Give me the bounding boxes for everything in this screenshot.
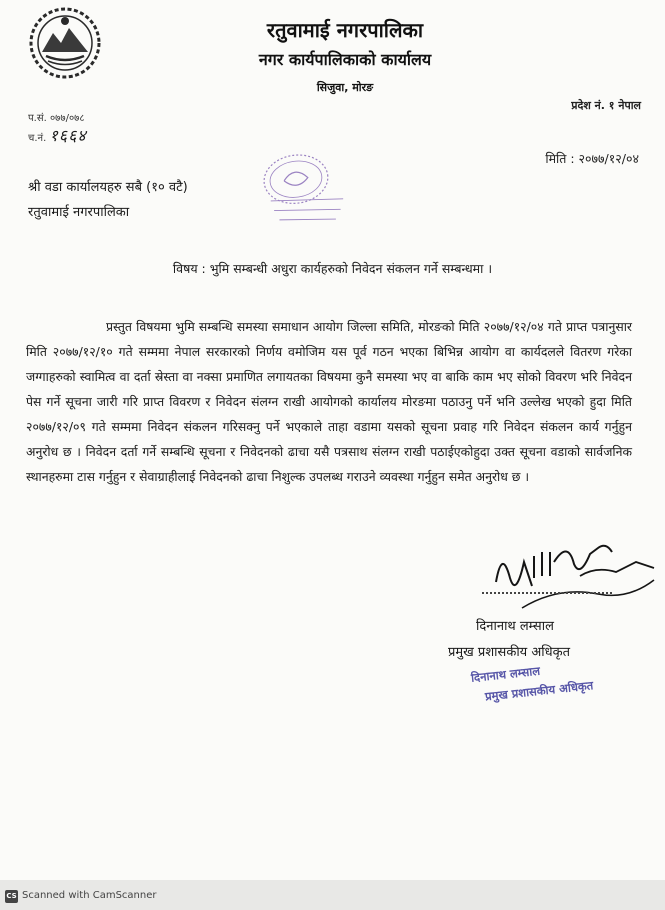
addressee-line-2: रतुवामाई नगरपालिका [28, 205, 130, 220]
signatory-title: प्रमुख प्रशासकीय अधिकृत [448, 645, 571, 660]
letter-date: मिति : २०७७/१२/०४ [545, 151, 639, 166]
signatory-name: दिनानाथ लम्साल [476, 619, 554, 634]
office-location: सिजुवा, मोरङ [316, 81, 374, 94]
dispatch-label: च.नं. [28, 133, 47, 144]
letter-subject: विषय : भुमि सम्बन्धी अधुरा कार्यहरुको निवेदन संकलन गर्ने सम्बन्धमा । [172, 261, 493, 276]
office-seal-icon [245, 138, 365, 234]
dispatch-ref [28, 124, 87, 146]
province-label: प्रदेश नं. १ नेपाल [571, 99, 641, 112]
name-stamp-line-2: प्रमुख प्रशासकीय अधिकृत [484, 678, 594, 704]
scanner-footer [0, 880, 665, 910]
name-stamp [470, 655, 594, 707]
signature-line [482, 592, 612, 594]
name-stamp-line-1: दिनानाथ लम्साल [470, 663, 541, 685]
camscanner-logo-icon: CS [5, 890, 18, 903]
office-name: नगर कार्यपालिकाको कार्यालय [258, 50, 432, 69]
dispatch-number: १६६४ [49, 126, 87, 145]
nepal-emblem-icon [28, 6, 102, 80]
handwritten-signature-icon [488, 522, 663, 622]
scanner-watermark-text: Scanned with CamScanner [22, 890, 157, 901]
letter-body: प्रस्तुत विषयमा भुमि सम्बन्धि समस्या समाधान आयोग जिल्ला समिति, मोरङको मिति २०७७/१२/०४ गते प्राप्त पत्रानुसार मिति २०७७/१२/१० गते सम्ममा नेपाल सरकारको निर्णय वमोजिम यस पूर्व गठन भएका बिभिन्न आयोग वा कार्यदलले वितरण गरेका जग्गाहरुको स्वामित्व वा दर्ता स्रेस्ता वा नक्सा प्रमाणित लगायतका विषयमा कुनै समस्या भए वा बाकि काम भए सोको विवरण भरि निवेदन पेस गर्ने सूचना जारी गरि प्राप्त विवरण र निवेदन संलग्न राखी आयोगको कार्यालय मोरङमा पठाउनु पर्ने भनि उल्लेख भएको हुदा मिति २०७७/१२/०९ गते सम्ममा निवेदन संकलन गरिसक्नु पर्ने भएकाले ताहा वडामा यसको सूचना प्रवाह गरि निवेदन संकलन कार्य गर्नुहुन अनुरोध छ । निवेदन दर्ता गर्ने सम्बन्धि सूचना र निवेदनको ढाचा यसै पत्रसाथ संलग्न राखी पठाईएकोहुदा उक्त सूचना वडाको सार्वजनिक स्थानहरुमा टास गर्नुहुन र सेवाग्राहीलाई निवेदनको ढाचा निशुल्क उपलब्ध गराउने व्यवस्था गर्नुहुन समेत अनुरोध छ । [26, 319, 632, 484]
municipality-name: रतुवामाई नगरपालिका [266, 18, 424, 42]
fiscal-year-ref: प.सं. ०७७/०७८ [28, 113, 85, 124]
addressee-line-1: श्री वडा कार्यालयहरु सबै (१० वटै) [28, 180, 188, 195]
